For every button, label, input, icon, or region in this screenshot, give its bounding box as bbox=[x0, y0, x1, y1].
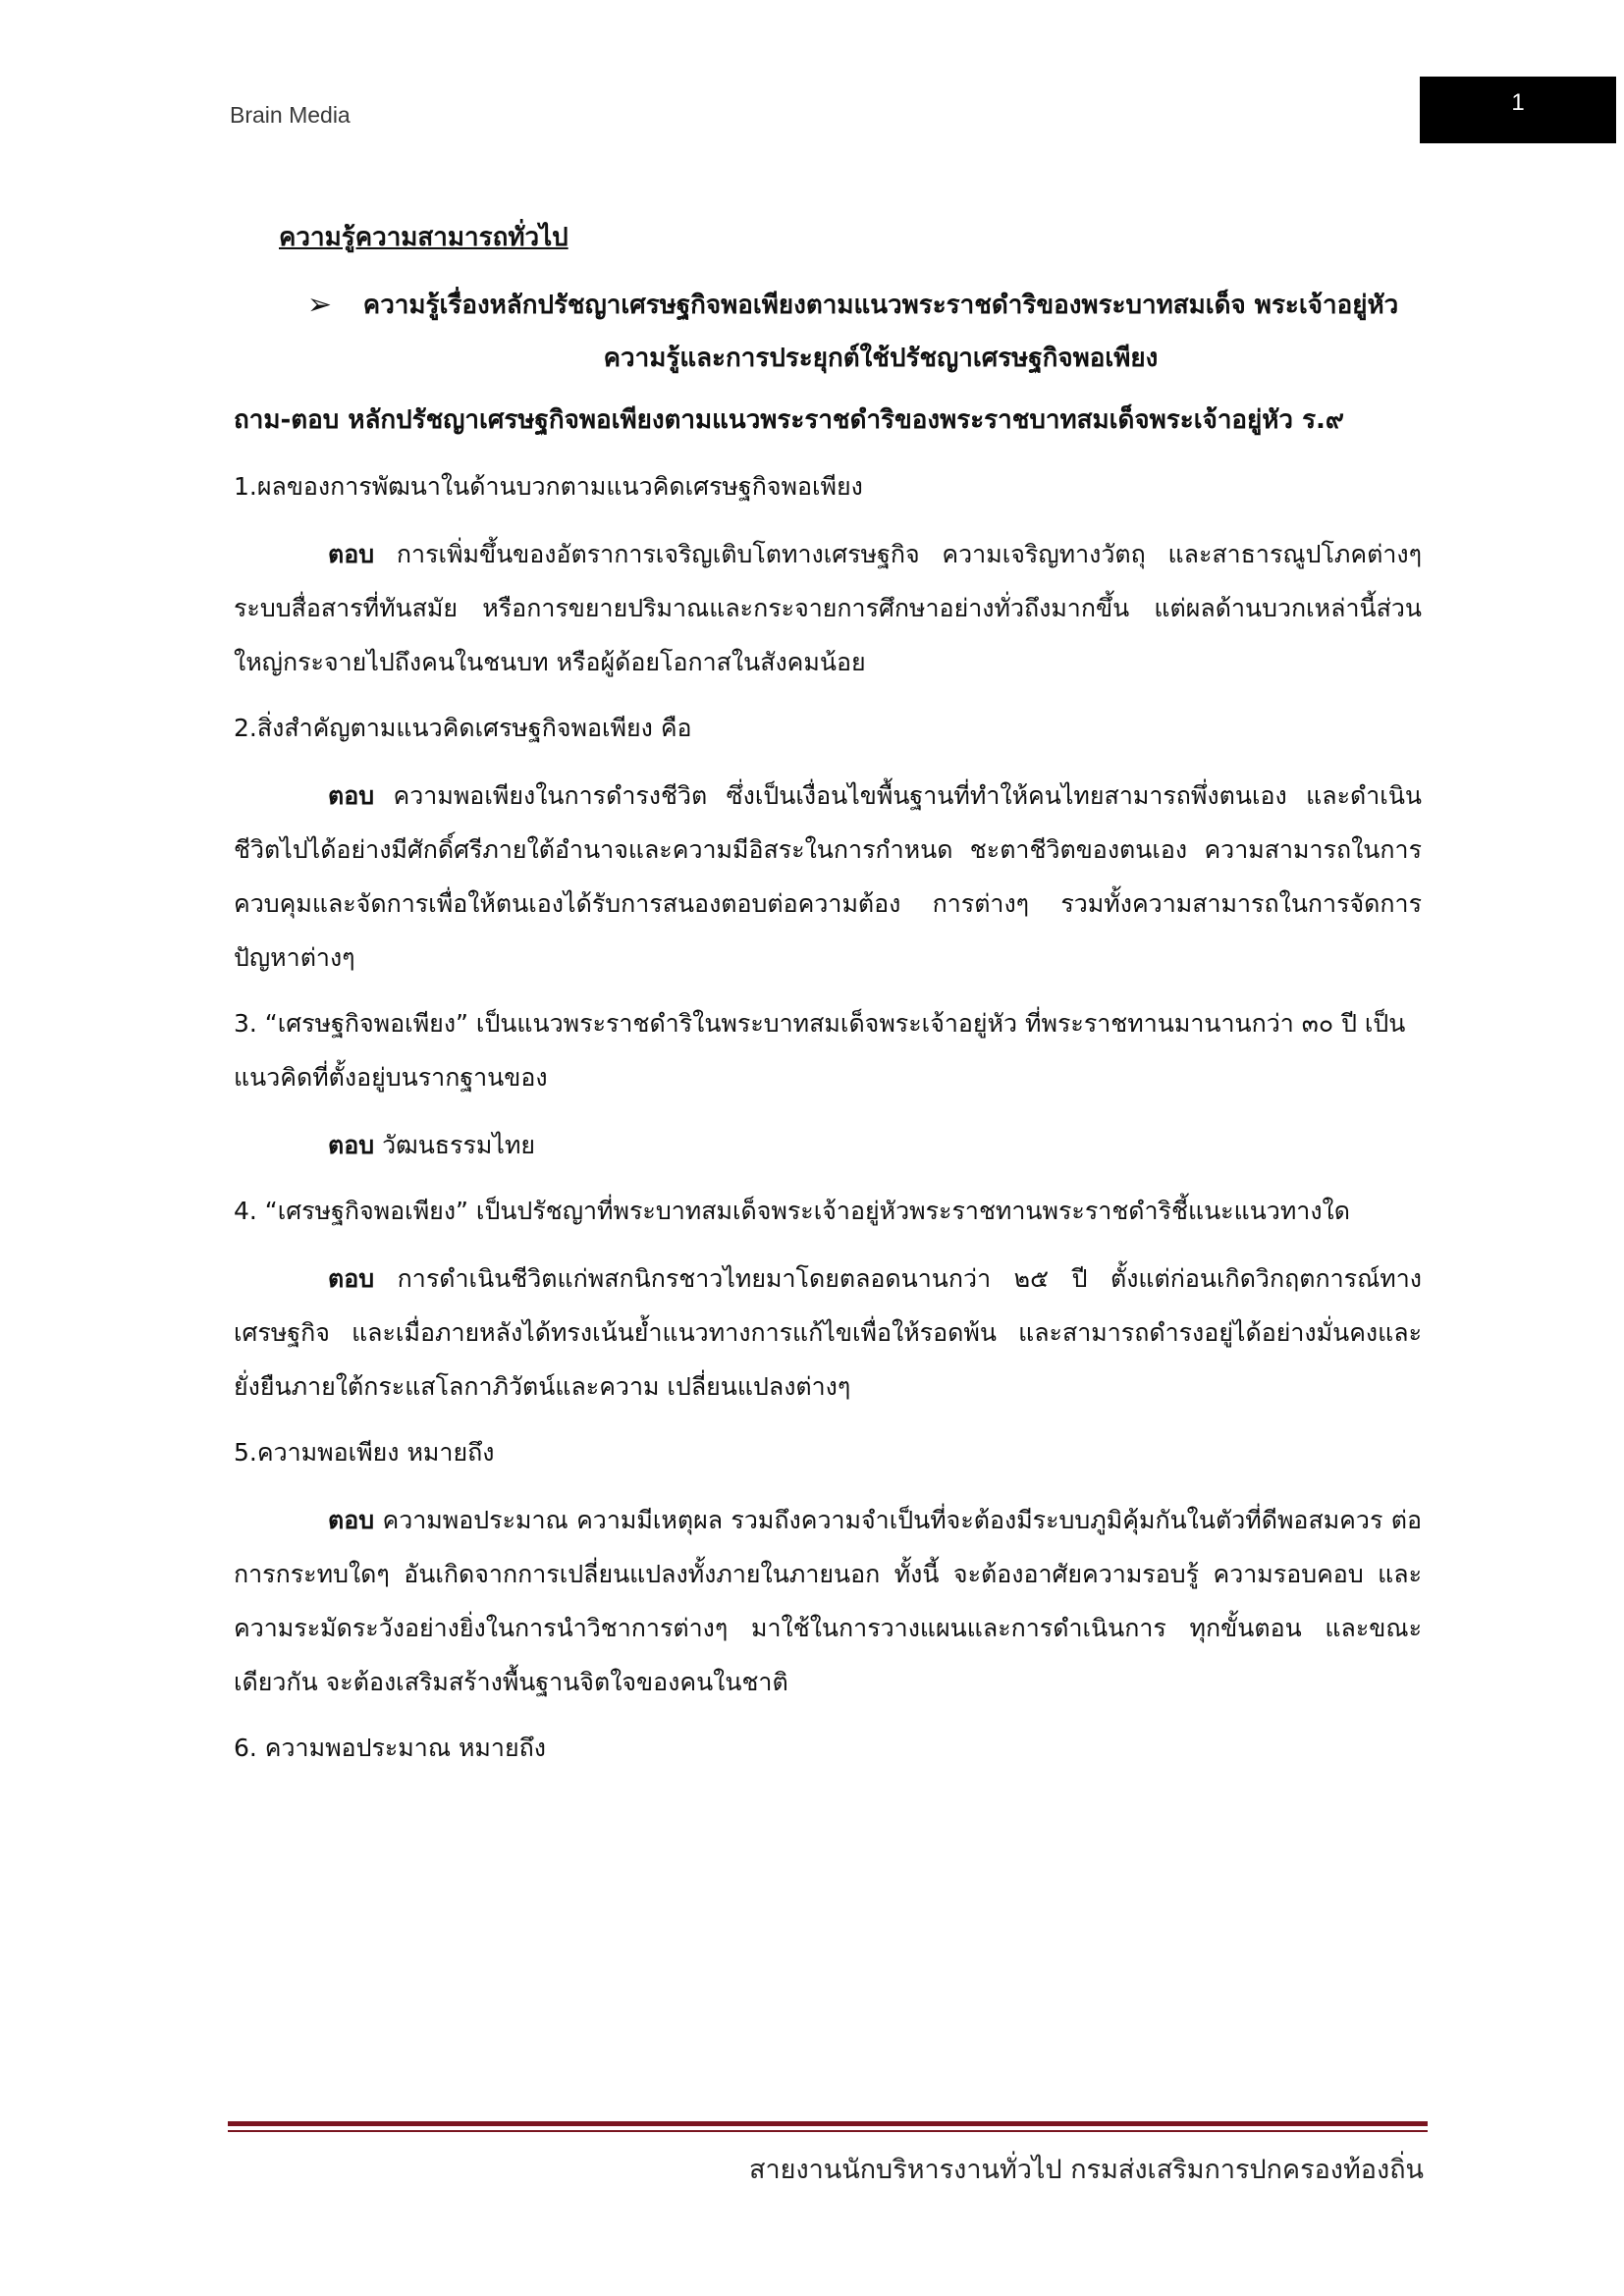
answer bbox=[234, 1118, 1422, 1172]
question: 1.ผลของการพัฒนาในด้านบวกตามแนวคิดเศรษฐกิจพอเพียง bbox=[234, 472, 863, 501]
answer-text: วัฒนธรรมไทย bbox=[382, 1131, 536, 1159]
answer-label: ตอบ bbox=[328, 781, 375, 810]
footer-rule-thin bbox=[228, 2130, 1428, 2132]
topic-heading bbox=[234, 279, 1422, 385]
question: 3. “เศรษฐกิจพอเพียง” เป็นแนวพระราชดำริในพระบาทสมเด็จพระเจ้าอยู่หัว ที่พระราชทานมานานกว่า ๓๐ ปี เป็นแนวคิดที่ตั้งอยู่บนรากฐานของ bbox=[234, 1009, 1406, 1092]
footer-rule bbox=[228, 2121, 1428, 2126]
qa-item bbox=[234, 459, 1422, 689]
answer bbox=[234, 527, 1422, 689]
page-number-box bbox=[1420, 77, 1616, 143]
question: 6. ความพอประมาณ หมายถึง bbox=[234, 1734, 546, 1762]
answer-text: การดำเนินชีวิตแก่พสกนิกรชาวไทยมาโดยตลอดนานกว่า ๒๕ ปี ตั้งแต่ก่อนเกิดวิกฤตการณ์ทางเศรษฐกิจ และเมื่อภายหลังได้ทรงเน้นย้ำแนวทางการแก้ไขเพื่อให้รอดพ้น และสามารถดำรงอยู่ได้อย่างมั่นคงและยั่งยืนภายใต้กระแสโลกาภิวัตน์และความ เปลี่ยนแปลงต่างๆ bbox=[234, 1264, 1422, 1401]
section-title: ความรู้ความสามารถทั่วไป bbox=[279, 223, 568, 252]
header-brand: Brain Media bbox=[230, 102, 351, 128]
question: 4. “เศรษฐกิจพอเพียง” เป็นปรัชญาที่พระบาทสมเด็จพระเจ้าอยู่หัวพระราชทานพระราชดำริชี้แนะแนวทางใด bbox=[234, 1197, 1350, 1225]
question: 2.สิ่งสำคัญตามแนวคิดเศรษฐกิจพอเพียง คือ bbox=[234, 714, 692, 742]
answer-label: ตอบ bbox=[328, 1131, 375, 1159]
answer-text: การเพิ่มขึ้นของอัตราการเจริญเติบโตทางเศรษฐกิจ ความเจริญทางวัตถุ และสาธารณูปโภคต่างๆ ระบบสื่อสารที่ทันสมัย หรือการขยายปริมาณและกระจายการศึกษาอย่างทั่วถึงมากขึ้น แต่ผลด้านบวกเหล่านี้ส่วนใหญ่กระจายไปถึงคนในชนบท หรือผู้ด้อยโอกาสในสังคมน้อย bbox=[234, 540, 1422, 676]
answer-text: ความพอเพียงในการดำรงชีวิต ซึ่งเป็นเงื่อนไขพื้นฐานที่ทำให้คนไทยสามารถพึ่งตนเอง และดำเนินชีวิตไปได้อย่างมีศักดิ์ศรีภายใต้อำนาจและความมีอิสระในการกำหนด ชะตาชีวิตของตนเอง ความสามารถในการควบคุมและจัดการเพื่อให้ตนเองได้รับการสนองตอบต่อความต้อง การต่างๆ รวมทั้งความสามารถในการจัดการปัญหาต่างๆ bbox=[234, 781, 1422, 972]
arrow-bullet-icon: ➢ bbox=[306, 288, 332, 322]
qa-item bbox=[234, 1425, 1422, 1709]
answer bbox=[234, 1252, 1422, 1414]
qa-heading: ถาม-ตอบ หลักปรัชญาเศรษฐกิจพอเพียงตามแนวพระราชดำริของพระราชบาทสมเด็จพระเจ้าอยู่หัว ร.๙ bbox=[234, 405, 1344, 435]
document-body bbox=[234, 214, 1422, 1789]
page-number: 1 bbox=[1511, 89, 1525, 116]
answer-label: ตอบ bbox=[328, 1506, 375, 1534]
topic-text: ความรู้เรื่องหลักปรัชญาเศรษฐกิจพอเพียงตามแนวพระราชดำริของพระบาทสมเด็จ พระเจ้าอยู่หัว ความรู้และการประยุกต์ใช้ปรัชญาเศรษฐกิจพอเพียง bbox=[362, 291, 1399, 373]
answer-text: ความพอประมาณ ความมีเหตุผล รวมถึงความจำเป็นที่จะต้องมีระบบภูมิคุ้มกันในตัวที่ดีพอสมควร ต่อการกระทบใดๆ อันเกิดจากการเปลี่ยนแปลงทั้งภายในภายนอก ทั้งนี้ จะต้องอาศัยความรอบรู้ ความรอบคอบ และความระมัดระวังอย่างยิ่งในการนำวิชาการต่างๆ มาใช้ในการวางแผนและการดำเนินการ ทุกขั้นตอน และขณะเดียวกัน จะต้องเสริมสร้างพื้นฐานจิตใจของคนในชาติ bbox=[234, 1506, 1422, 1696]
qa-item bbox=[234, 701, 1422, 985]
answer-label: ตอบ bbox=[328, 1264, 375, 1293]
question: 5.ความพอเพียง หมายถึง bbox=[234, 1438, 495, 1467]
answer bbox=[234, 769, 1422, 985]
qa-item bbox=[234, 1184, 1422, 1414]
qa-item bbox=[234, 996, 1422, 1172]
answer bbox=[234, 1493, 1422, 1709]
footer-text: สายงานนักบริหารงานทั่วไป กรมส่งเสริมการปกครองท้องถิ่น bbox=[748, 2155, 1424, 2185]
answer-label: ตอบ bbox=[328, 540, 375, 568]
